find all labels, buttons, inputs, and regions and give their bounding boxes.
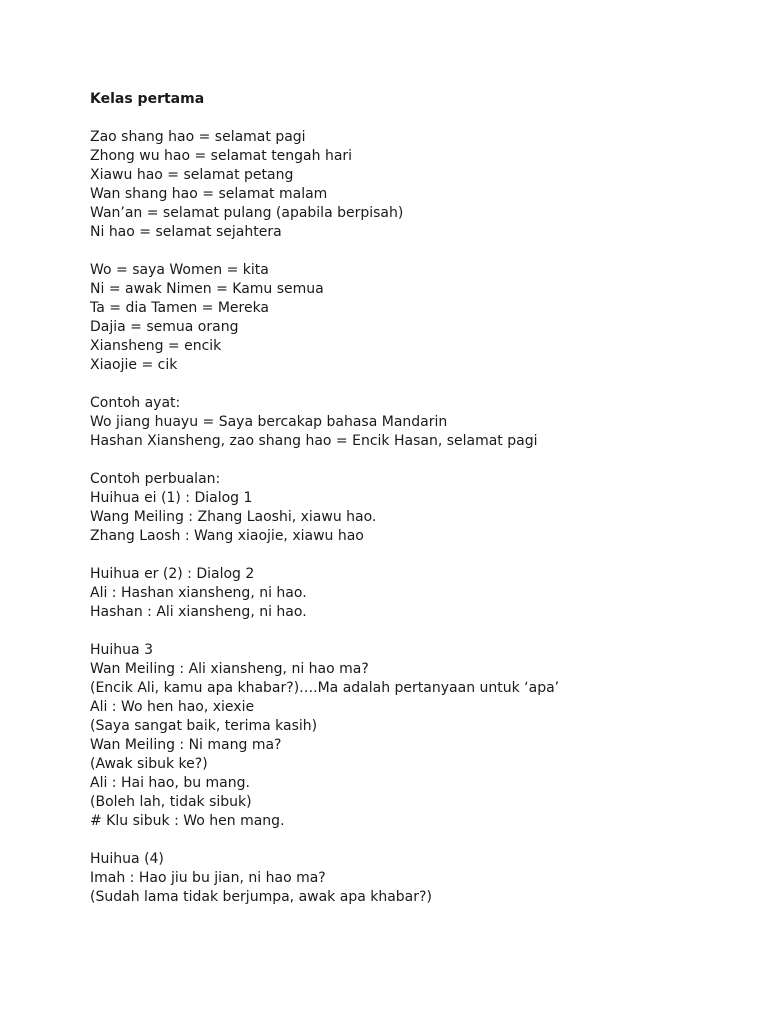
text-section [90,261,750,375]
text-line: (Sudah lama tidak berjumpa, awak apa khabar?) [90,889,432,905]
text-line: # Klu sibuk : Wo hen mang. [90,813,285,829]
text-line: Dajia = semua orang [90,319,239,335]
text-section [90,394,750,451]
text-line: Ali : Hai hao, bu mang. [90,775,250,791]
text-line: Huihua 3 [90,642,153,658]
text-line: Huihua (4) [90,851,164,867]
text-line: Wo jiang huayu = Saya bercakap bahasa Mandarin [90,414,448,430]
text-line: Ni hao = selamat sejahtera [90,224,282,240]
text-section [90,470,750,546]
text-line: (Boleh lah, tidak sibuk) [90,794,252,810]
text-line: Xiaojie = cik [90,357,178,373]
text-line: (Awak sibuk ke?) [90,756,208,772]
text-line: Zhong wu hao = selamat tengah hari [90,148,353,164]
document-page [90,90,750,907]
text-line: Xiawu hao = selamat petang [90,167,294,183]
document-title: Kelas pertama [90,91,205,107]
text-line: Ni = awak Nimen = Kamu semua [90,281,324,297]
text-line: Xiansheng = encik [90,338,222,354]
text-line: Wan shang hao = selamat malam [90,186,328,202]
text-line: Ali : Hashan xiansheng, ni hao. [90,585,307,601]
text-line: Wan Meiling : Ni mang ma? [90,737,282,753]
text-line: Huihua ei (1) : Dialog 1 [90,490,253,506]
text-line: Wan’an = selamat pulang (apabila berpisah) [90,205,404,221]
text-line: Contoh ayat: [90,395,181,411]
text-line: Imah : Hao jiu bu jian, ni hao ma? [90,870,326,886]
text-line: Hashan Xiansheng, zao shang hao = Encik Hasan, selamat pagi [90,433,538,449]
text-line: Wo = saya Women = kita [90,262,269,278]
text-line: Ta = dia Tamen = Mereka [90,300,270,316]
text-line: (Encik Ali, kamu apa khabar?)….Ma adalah pertanyaan untuk ‘apa’ [90,680,560,696]
text-line: Wang Meiling : Zhang Laoshi, xiawu hao. [90,509,377,525]
text-line: Hashan : Ali xiansheng, ni hao. [90,604,307,620]
document-body [90,128,750,907]
text-line: Zhang Laosh : Wang xiaojie, xiawu hao [90,528,364,544]
text-line: Contoh perbualan: [90,471,221,487]
text-section [90,850,750,907]
text-section [90,641,750,831]
text-line: Wan Meiling : Ali xiansheng, ni hao ma? [90,661,369,677]
text-section [90,128,750,242]
text-line: Ali : Wo hen hao, xiexie [90,699,255,715]
text-line: Huihua er (2) : Dialog 2 [90,566,255,582]
text-line: Zao shang hao = selamat pagi [90,129,306,145]
text-section [90,565,750,622]
text-line: (Saya sangat baik, terima kasih) [90,718,318,734]
